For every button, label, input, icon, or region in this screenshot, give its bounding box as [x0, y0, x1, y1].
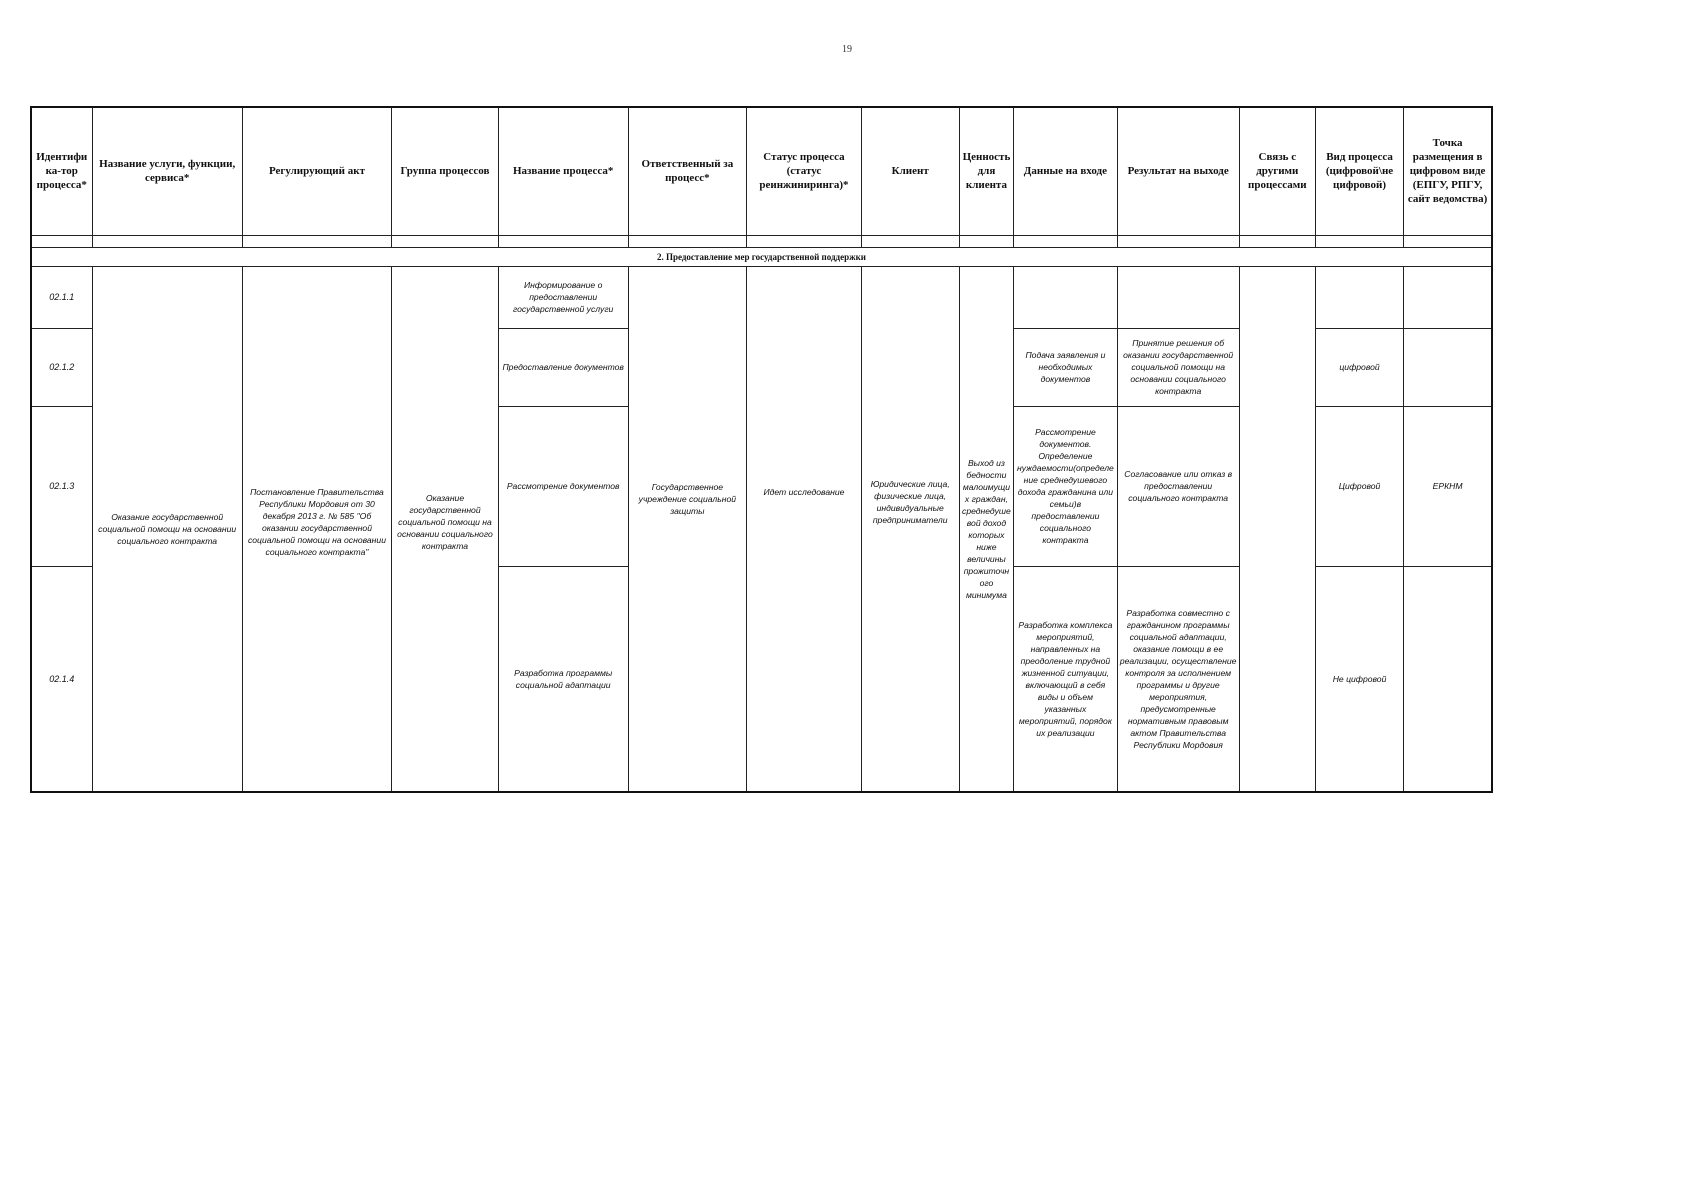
placement-cell	[1404, 328, 1492, 406]
type-cell: цифровой	[1315, 328, 1403, 406]
header-placement: Точка размещения в цифровом виде (ЕПГУ, РПГУ, сайт ведомства)	[1404, 107, 1492, 235]
process-id: 02.1.2	[31, 328, 92, 406]
header-row	[31, 107, 1492, 235]
process-group-cell: Оказание государственной социальной помощи на основании социального контракта	[392, 266, 499, 792]
process-name-cell: Разработка программы социальной адаптации	[498, 566, 628, 792]
responsible-cell: Государственное учреждение социальной защиты	[628, 266, 747, 792]
header-regulating-act: Регулирующий акт	[242, 107, 391, 235]
header-input: Данные на входе	[1014, 107, 1118, 235]
header-output: Результат на выходе	[1117, 107, 1239, 235]
type-cell: Не цифровой	[1315, 566, 1403, 792]
header-client: Клиент	[861, 107, 959, 235]
process-id: 02.1.4	[31, 566, 92, 792]
header-value: Ценность для клиента	[959, 107, 1013, 235]
output-cell: Разработка совместно с гражданином программы социальной адаптации, оказание помощи в ее реализации, осуществление контроля за исполнением программы и другие мероприятия, предусмотренные нормативным правовым актом Правительства Республики Мордовия	[1117, 566, 1239, 792]
status-cell: Идет исследование	[747, 266, 861, 792]
section-title: 2. Предоставление мер государственной поддержки	[31, 247, 1492, 266]
process-id: 02.1.1	[31, 266, 92, 328]
placement-cell	[1404, 266, 1492, 328]
section-row	[31, 247, 1492, 266]
placement-cell	[1404, 566, 1492, 792]
type-cell	[1315, 266, 1403, 328]
process-table	[30, 106, 1493, 793]
process-id: 02.1.3	[31, 406, 92, 566]
header-process-group: Группа процессов	[392, 107, 499, 235]
links-cell	[1239, 266, 1315, 792]
output-cell: Принятие решения об оказании государственной социальной помощи на основании социального контракта	[1117, 328, 1239, 406]
value-cell: Выход из бедности малоимущих граждан, среднедушевой доход которых ниже величины прожиточного минимума	[959, 266, 1013, 792]
header-id: Идентифи ка-тор процесса*	[31, 107, 92, 235]
table-row	[31, 266, 1492, 328]
input-cell: Рассмотрение документов. Определение нуждаемости(определение среднедушевого дохода гражданина или семьи)в предоставлении социального контракта	[1014, 406, 1118, 566]
input-cell	[1014, 266, 1118, 328]
regulating-act-cell: Постановление Правительства Республики Мордовия от 30 декабря 2013 г. № 585 "Об оказании государственной социальной помощи на основании социального контракта"	[242, 266, 391, 792]
header-status: Статус процесса (статус реинжиниринга)*	[747, 107, 861, 235]
output-cell: Согласование или отказ в предоставлении социального контракта	[1117, 406, 1239, 566]
header-responsible: Ответственный за процесс*	[628, 107, 747, 235]
blank-row	[31, 235, 1492, 247]
header-service-name: Название услуги, функции, сервиса*	[92, 107, 242, 235]
input-cell: Разработка комплекса мероприятий, направленных на преодоление трудной жизненной ситуации, включающий в себя виды и объем указанных мероприятий, порядок их реализации	[1014, 566, 1118, 792]
output-cell	[1117, 266, 1239, 328]
process-name-cell: Рассмотрение документов	[498, 406, 628, 566]
header-type: Вид процесса (цифровой\не цифровой)	[1315, 107, 1403, 235]
process-name-cell: Информирование о предоставлении государственной услуги	[498, 266, 628, 328]
page-number: 19	[842, 44, 852, 55]
input-cell: Подача заявления и необходимых документов	[1014, 328, 1118, 406]
service-name-cell: Оказание государственной социальной помощи на основании социального контракта	[92, 266, 242, 792]
process-name-cell: Предоставление документов	[498, 328, 628, 406]
placement-cell: ЕРКНМ	[1404, 406, 1492, 566]
header-process-name: Название процесса*	[498, 107, 628, 235]
header-links: Связь с другими процессами	[1239, 107, 1315, 235]
client-cell: Юридические лица, физические лица, индивидуальные предприниматели	[861, 266, 959, 792]
type-cell: Цифровой	[1315, 406, 1403, 566]
